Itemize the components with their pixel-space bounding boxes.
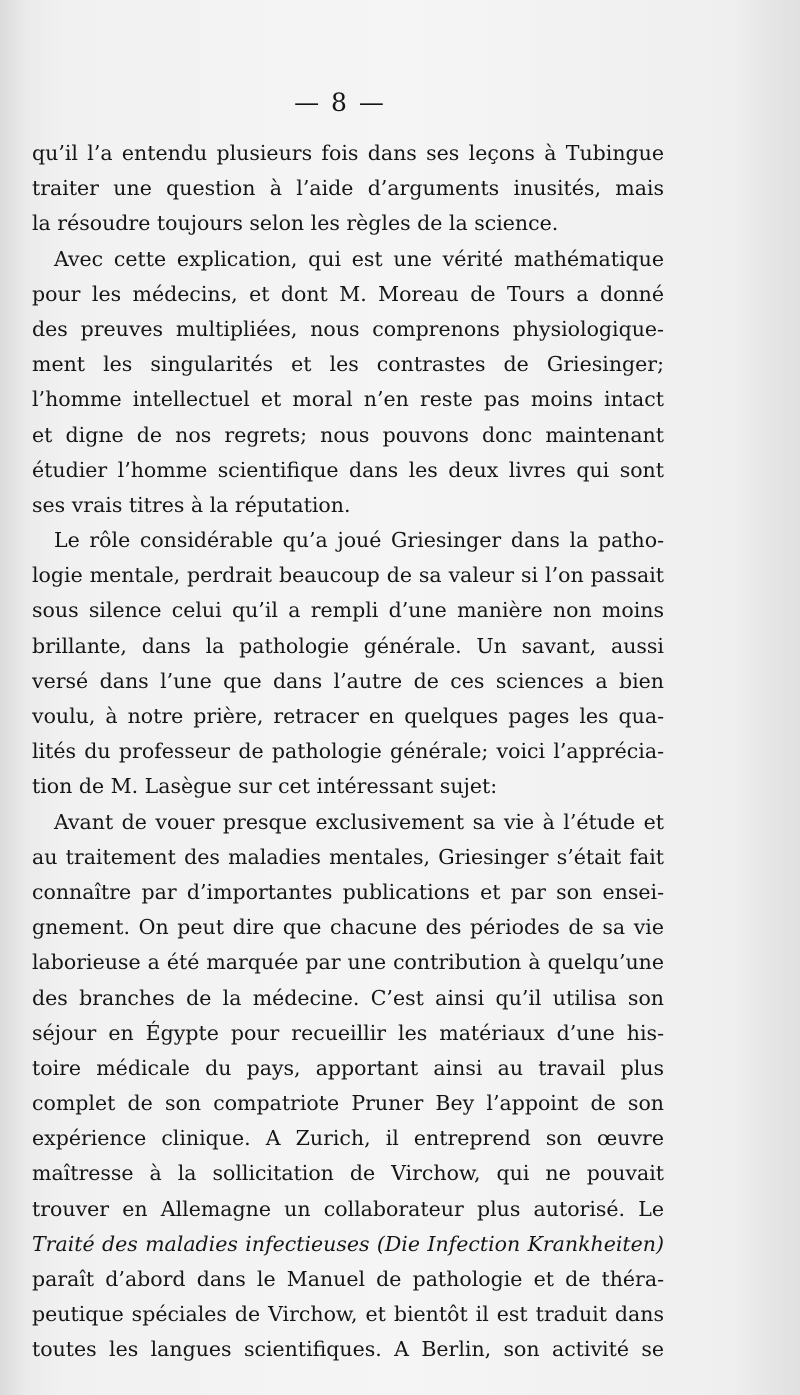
text-line: pour les médecins, et dont M. Moreau de Tours a donné (32, 281, 664, 306)
body-text (32, 136, 664, 1368)
paragraph-start-line: Avec cette explication, qui est une vérité mathématique (54, 246, 664, 271)
text-line: au traitement des maladies mentales, Griesinger s’était fait (32, 844, 664, 869)
paragraph-start-line: Avant de vouer presque exclusivement sa vie à l’étude et (54, 809, 664, 834)
text-line: toire médicale du pays, apportant ainsi au travail plus (32, 1055, 664, 1080)
page-shadow-left (0, 0, 24, 1395)
page-number: — 8 — (294, 88, 386, 117)
text-line: trouver en Allemagne un collaborateur plus autorisé. Le (32, 1196, 664, 1221)
text-line: brillante, dans la pathologie générale. Un savant, aussi (32, 633, 664, 658)
text-line: complet de son compatriote Pruner Bey l’appoint de son (32, 1091, 664, 1116)
text-line: l’homme intellectuel et moral n’en reste pas moins intact (32, 387, 664, 412)
text-line: lités du professeur de pathologie générale; voici l’apprécia- (32, 739, 664, 764)
text-line: voulu, à notre prière, retracer en quelques pages les qua- (32, 704, 664, 728)
text-line: connaître par d’importantes publications et par son ensei- (32, 879, 664, 904)
text-line: traiter une question à l’aide d’arguments inusités, mais (32, 176, 664, 201)
italic-title-line: Traité des maladies infectieuses (Die Infection Krankheiten) (32, 1231, 664, 1256)
text-line: versé dans l’une que dans l’autre de ces sciences a bien (32, 668, 664, 693)
text-line: la résoudre toujours selon les règles de la science. (32, 211, 559, 236)
text-line: expérience clinique. A Zurich, il entreprend son œuvre (32, 1126, 664, 1151)
paragraph-start-line: Le rôle considérable qu’a joué Griesinger dans la patho- (54, 528, 664, 553)
text-line: qu’il l’a entendu plusieurs fois dans ses leçons à Tubingue (32, 141, 664, 165)
text-line: gnement. On peut dire que chacune des périodes de sa vie (32, 915, 664, 940)
text-line: ses vrais titres à la réputation. (32, 492, 351, 517)
text-line: séjour en Égypte pour recueillir les matériaux d’une his- (32, 1020, 664, 1045)
text-line: et digne de nos regrets; nous pouvons donc maintenant (32, 422, 664, 447)
text-line: étudier l’homme scientifique dans les deux livres qui sont (32, 457, 664, 482)
text-line: des preuves multipliées, nous comprenons physiologique- (32, 316, 664, 341)
text-line: sous silence celui qu’il a rempli d’une manière non moins (32, 598, 664, 623)
text-line: des branches de la médecine. C’est ainsi qu’il utilisa son (32, 985, 664, 1010)
text-line: peutique spéciales de Virchow, et bientôt il est traduit dans (32, 1302, 664, 1327)
text-line: paraît d’abord dans le Manuel de pathologie et de théra- (32, 1267, 664, 1291)
text-line: tion de M. Lasègue sur cet intéressant sujet: (32, 774, 498, 799)
text-line: ment les singularités et les contrastes de Griesinger; (32, 352, 664, 377)
page-shadow-right (730, 0, 800, 1395)
text-line: logie mentale, perdrait beaucoup de sa valeur si l’on passait (32, 563, 664, 588)
text-line: laborieuse a été marquée par une contribution à quelqu’une (32, 950, 664, 975)
text-line: toutes les langues scientifiques. A Berlin, son activité se (32, 1337, 664, 1362)
text-line: maîtresse à la sollicitation de Virchow, qui ne pouvait (32, 1161, 664, 1186)
